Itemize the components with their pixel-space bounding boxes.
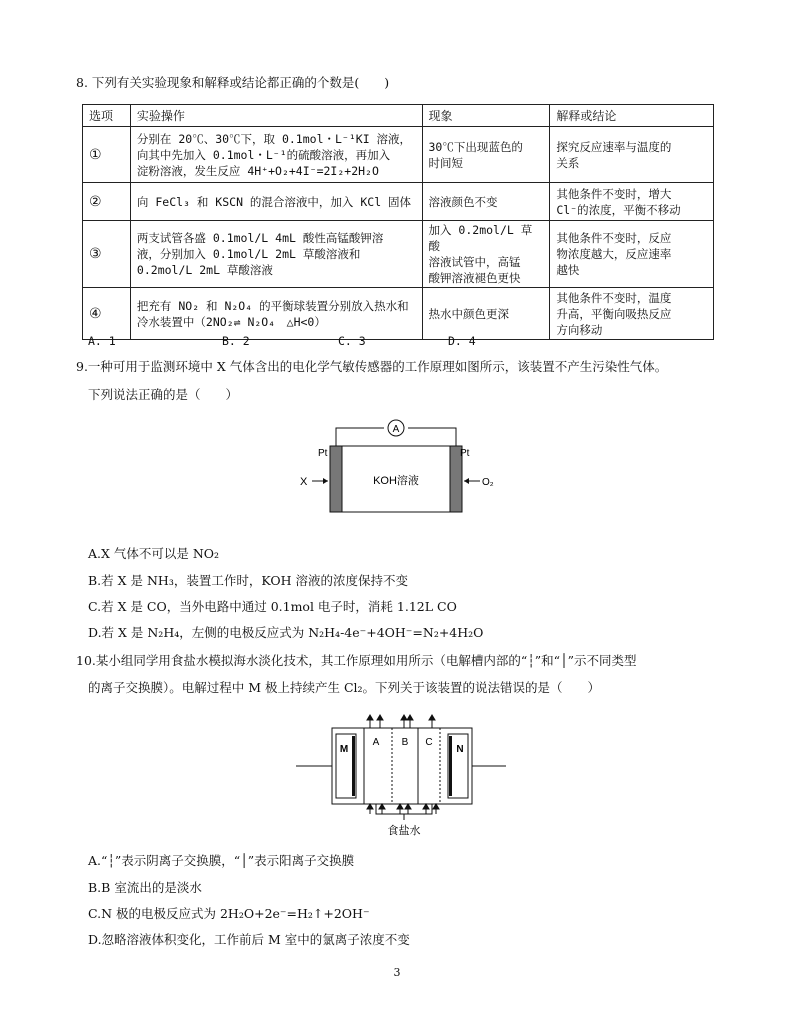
header-operation: 实验操作: [130, 105, 422, 127]
row-number: ①: [83, 127, 131, 183]
pt-label-left: Pt: [318, 448, 328, 459]
cell-line: 加入 0.2mol/L 草酸: [428, 223, 533, 253]
chamber-a-label: A: [372, 737, 380, 748]
cell-line: 其他条件不变时，增大: [556, 186, 672, 201]
cell-line: 酸钾溶液褪色更快: [428, 271, 521, 285]
cell-line: 越快: [556, 263, 580, 277]
up-arrow-icon: [367, 715, 373, 720]
cell-line: 关系: [556, 155, 580, 170]
table-header-row: [83, 105, 714, 127]
cell-line: 分别在 20℃、30℃下，取 0.1mol・L⁻¹KI 溶液，: [136, 131, 412, 146]
cell-line: 方向移动: [556, 322, 603, 337]
cell-line: 0.2mol/L 2mL 草酸溶液: [136, 263, 273, 277]
row-operation: [130, 221, 422, 288]
brine-label: 食盐水: [387, 825, 421, 837]
table-row: [83, 127, 714, 183]
x-gas-label: X: [300, 476, 308, 488]
q8-option-d: D. 4: [448, 334, 476, 348]
experiment-table: [82, 104, 714, 340]
cell-line: 探究反应速率与温度的: [556, 139, 672, 154]
cell-line: 其他条件不变时，反应: [556, 231, 672, 245]
row-operation: [130, 288, 422, 340]
q9-stem-line1: 9.一种可用于监测环境中 X 气体含出的电化学气敏传感器的工作原理如图所示，该装置不产生污染性气体。: [76, 359, 668, 374]
cell-line: 冷水装置中（2NO₂⇌ N₂O₄ △H<0）: [136, 314, 326, 329]
left-electrode: [330, 446, 342, 512]
n-electrode-label: N: [456, 744, 464, 755]
table-row: [83, 288, 714, 340]
header-option: 选项: [83, 105, 131, 127]
q8-option-b: B. 2: [222, 334, 250, 348]
up-arrow-icon: [377, 715, 383, 720]
q10-stem-line2: 的离子交换膜）。电解过程中 M 极上持续产生 Cl₂。下列关于该装置的说法错误的是（ ）: [88, 680, 601, 695]
x-arrowhead-icon: [323, 478, 328, 484]
table-row: [83, 183, 714, 221]
cell-line: 向 FeCl₃ 和 KSCN 的混合溶液中，加入 KCl 固体: [136, 194, 412, 209]
row-number: ④: [83, 288, 131, 340]
header-phenomenon: 现象: [422, 105, 550, 127]
o2-arrowhead-icon: [464, 478, 469, 484]
cell-line: 两支试管各盛 0.1mol/L 4mL 酸性高锰酸钾溶: [136, 231, 384, 245]
q9-option-c: C.若 X 是 CO，当外电路中通过 0.1mol 电子时，消耗 1.12L CO: [88, 599, 457, 614]
q9-option-b: B.若 X 是 NH₃，装置工作时，KOH 溶液的浓度保持不变: [88, 573, 408, 588]
chamber-c-label: C: [425, 737, 433, 748]
up-arrow-icon: [379, 804, 385, 809]
q10-option-b: B.B 室流出的是淡水: [88, 880, 202, 895]
cell-line: Cl⁻的浓度，平衡不移动: [556, 202, 681, 217]
pt-label-right: Pt: [460, 448, 470, 459]
up-arrow-icon: [407, 715, 413, 720]
cell-line: 物浓度越大，反应速率: [556, 247, 672, 261]
row-operation: [130, 183, 422, 221]
cell-line: 升高，平衡向吸热反应: [556, 306, 672, 321]
cell-line: 30℃下出现蓝色的: [428, 139, 523, 154]
solution-label: KOH溶液: [373, 475, 419, 487]
ammeter-label: A: [392, 424, 400, 435]
cell-line: 时间短: [428, 155, 463, 170]
m-electrode-label: M: [339, 744, 349, 755]
n-electrode-plate: [449, 736, 452, 796]
q9-option-a: A.X 气体不可以是 NO₂: [88, 546, 220, 561]
row-conclusion: [550, 183, 714, 221]
o2-gas-label: O₂: [482, 477, 494, 488]
up-arrow-icon: [429, 715, 435, 720]
up-arrow-icon: [367, 804, 373, 809]
page-number: 3: [393, 966, 401, 979]
q10-option-c: C.N 极的电极反应式为 2H₂O+2e⁻=H₂↑+2OH⁻: [88, 906, 370, 921]
row-conclusion: [550, 221, 714, 288]
cell-line: 淀粉溶液，发生反应 4H⁺+O₂+4I⁻=2I₂+2H₂O: [136, 163, 379, 178]
q10-option-d: D.忽略溶液体积变化，工作前后 M 室中的氯离子浓度不变: [88, 932, 410, 947]
q9-option-d: D.若 X 是 N₂H₄，左侧的电极反应式为 N₂H₄-4e⁻+4OH⁻=N₂+4H₂O: [88, 625, 484, 640]
q9-stem-line2: 下列说法正确的是（ ）: [88, 387, 239, 402]
row-operation: [130, 127, 422, 183]
outflow-arrows: [367, 715, 435, 728]
up-arrow-icon: [433, 804, 439, 809]
q10-option-a: A.“┆”表示阴离子交换膜，“│”表示阳离子交换膜: [88, 853, 355, 868]
up-arrow-icon: [405, 804, 411, 809]
chamber-b-label: B: [401, 737, 409, 748]
table-row: [83, 221, 714, 288]
header-conclusion: 解释或结论: [550, 105, 714, 127]
row-conclusion: [550, 288, 714, 340]
row-phenomenon: [422, 288, 550, 340]
wire-left: [336, 428, 384, 446]
inflow-arrows: [367, 804, 439, 820]
q8-stem: 8. 下列有关实验现象和解释或结论都正确的个数是( ): [76, 75, 390, 90]
up-arrow-icon: [423, 804, 429, 809]
cell-line: 溶液颜色不变: [428, 194, 498, 209]
cell-line: 其他条件不变时，温度: [556, 290, 672, 305]
wire-right: [408, 428, 456, 446]
cell-line: 液，分别加入 0.1mol/L 2mL 草酸溶液和: [136, 247, 361, 261]
row-number: ②: [83, 183, 131, 221]
row-conclusion: [550, 127, 714, 183]
q8-option-a: A. 1: [88, 334, 116, 348]
m-electrode-plate: [352, 736, 355, 796]
up-arrow-icon: [401, 715, 407, 720]
row-phenomenon: [422, 183, 550, 221]
electrolysis-diagram: [296, 712, 506, 840]
cell-line: 把充有 NO₂ 和 N₂O₄ 的平衡球装置分别放入热水和: [136, 298, 409, 313]
sensor-diagram: [296, 418, 496, 522]
cell-line: 溶液试管中，高锰: [428, 255, 521, 269]
row-number: ③: [83, 221, 131, 288]
q8-option-c: C. 3: [338, 334, 366, 348]
row-phenomenon: [422, 127, 550, 183]
cell-line: 向其中先加入 0.1mol・L⁻¹的硫酸溶液，再加入: [136, 147, 391, 162]
q10-stem-line1: 10.某小组同学用食盐水模拟海水淡化技术，其工作原理如用所示（电解槽内部的“┆”和“│”示不同类型: [76, 653, 637, 668]
row-phenomenon: [422, 221, 550, 288]
cell-line: 热水中颜色更深: [428, 306, 509, 321]
up-arrow-icon: [397, 804, 403, 809]
